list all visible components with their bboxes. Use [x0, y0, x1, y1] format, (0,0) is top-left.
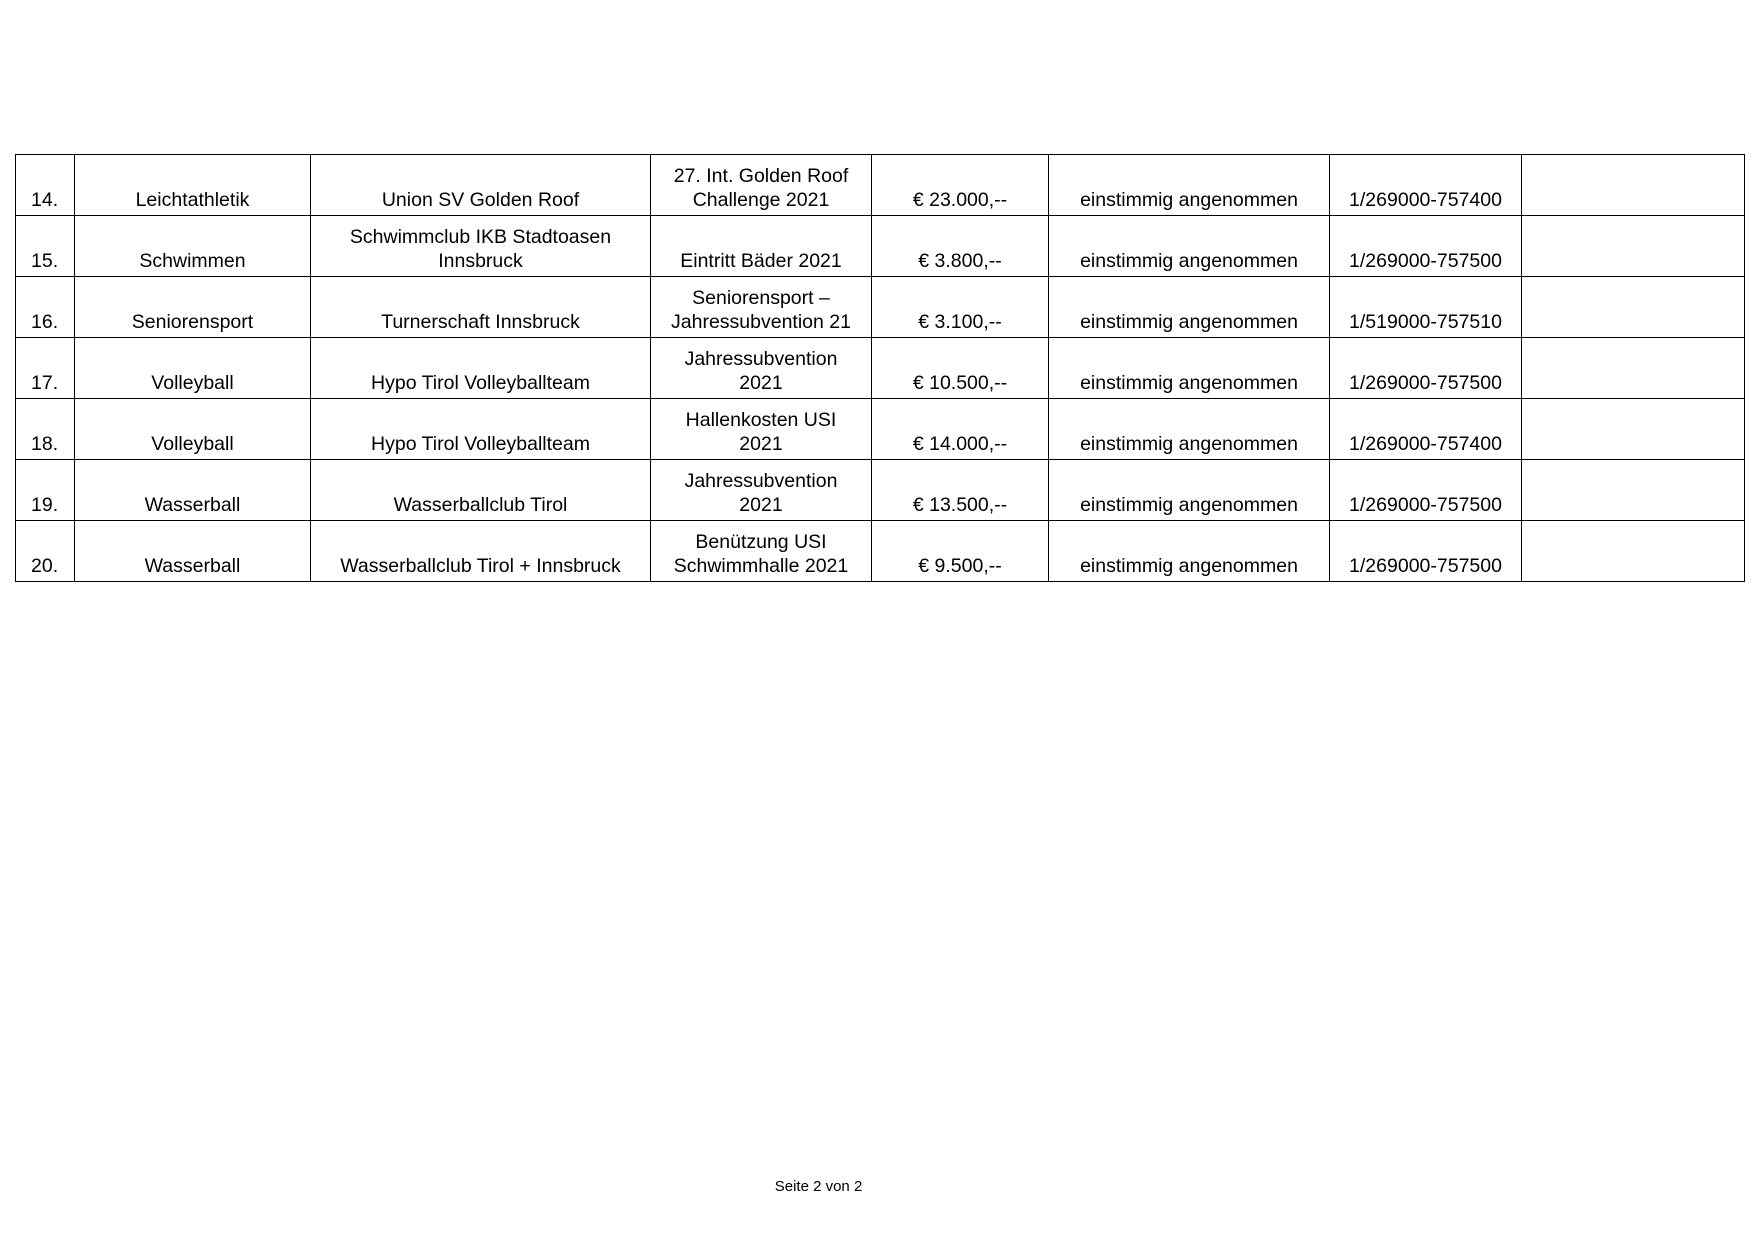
- purpose-cell-line: Eintritt Bäder 2021: [680, 250, 842, 272]
- row-number-cell: 15.: [16, 216, 75, 277]
- row-number-cell: 18.: [16, 399, 75, 460]
- table-row: [16, 277, 1745, 338]
- account-cell: 1/269000-757500: [1330, 338, 1522, 399]
- row-number-cell: 19.: [16, 460, 75, 521]
- purpose-cell: [651, 338, 872, 399]
- decision-cell: einstimmig angenommen: [1049, 399, 1330, 460]
- amount-cell: € 23.000,--: [872, 155, 1049, 216]
- sport-cell: Schwimmen: [75, 216, 311, 277]
- account-cell: 1/269000-757500: [1330, 216, 1522, 277]
- amount-cell: € 9.500,--: [872, 521, 1049, 582]
- club-cell-line: Innsbruck: [438, 250, 523, 272]
- purpose-cell: [651, 216, 872, 277]
- sport-cell: Wasserball: [75, 460, 311, 521]
- amount-cell: € 10.500,--: [872, 338, 1049, 399]
- club-cell-line: Union SV Golden Roof: [381, 189, 580, 211]
- row-number-cell: 17.: [16, 338, 75, 399]
- purpose-cell-line: Jahressubvention 21: [671, 311, 851, 333]
- club-cell: [311, 277, 651, 338]
- row-number-cell: 20.: [16, 521, 75, 582]
- amount-cell: € 14.000,--: [872, 399, 1049, 460]
- club-cell-line: Hypo Tirol Volleyballteam: [371, 433, 590, 455]
- table-body: [16, 155, 1745, 582]
- sport-cell: Leichtathletik: [75, 155, 311, 216]
- club-cell-line: Wasserballclub Tirol: [393, 494, 568, 516]
- purpose-cell-line: 2021: [739, 433, 783, 455]
- amount-cell: € 3.800,--: [872, 216, 1049, 277]
- purpose-cell-line: Schwimmhalle 2021: [673, 555, 849, 577]
- row-number-cell: 16.: [16, 277, 75, 338]
- purpose-cell-line: Jahressubvention: [684, 348, 838, 370]
- purpose-cell-line: Hallenkosten USI: [685, 409, 837, 431]
- club-cell: [311, 216, 651, 277]
- purpose-cell: [651, 277, 872, 338]
- club-cell-line: Schwimmclub IKB Stadtoasen: [349, 226, 612, 248]
- account-cell: 1/269000-757500: [1330, 460, 1522, 521]
- grants-table: [15, 154, 1745, 582]
- purpose-cell-line: Jahressubvention: [684, 470, 838, 492]
- purpose-cell-line: 2021: [739, 372, 783, 394]
- decision-cell: einstimmig angenommen: [1049, 521, 1330, 582]
- account-cell: 1/269000-757400: [1330, 155, 1522, 216]
- purpose-cell: [651, 521, 872, 582]
- club-cell: [311, 399, 651, 460]
- club-cell: [311, 155, 651, 216]
- page-footer: Seite 2 von 2: [774, 1178, 863, 1195]
- account-cell: 1/519000-757510: [1330, 277, 1522, 338]
- table-row: [16, 399, 1745, 460]
- amount-cell: € 3.100,--: [872, 277, 1049, 338]
- table-row: [16, 460, 1745, 521]
- sport-cell: Seniorensport: [75, 277, 311, 338]
- note-cell: [1522, 155, 1745, 216]
- club-cell: [311, 460, 651, 521]
- decision-cell: einstimmig angenommen: [1049, 460, 1330, 521]
- club-cell-line: Wasserballclub Tirol + Innsbruck: [340, 555, 621, 577]
- purpose-cell: [651, 460, 872, 521]
- table-row: [16, 338, 1745, 399]
- sport-cell: Wasserball: [75, 521, 311, 582]
- decision-cell: einstimmig angenommen: [1049, 338, 1330, 399]
- purpose-cell-line: 27. Int. Golden Roof: [673, 165, 849, 187]
- account-cell: 1/269000-757400: [1330, 399, 1522, 460]
- note-cell: [1522, 460, 1745, 521]
- purpose-cell-line: Challenge 2021: [692, 189, 830, 211]
- club-cell: [311, 338, 651, 399]
- purpose-cell: [651, 399, 872, 460]
- sport-cell: Volleyball: [75, 338, 311, 399]
- note-cell: [1522, 277, 1745, 338]
- purpose-cell-line: Seniorensport –: [692, 287, 830, 309]
- note-cell: [1522, 399, 1745, 460]
- purpose-cell-line: 2021: [739, 494, 783, 516]
- club-cell-line: Hypo Tirol Volleyballteam: [371, 372, 590, 394]
- purpose-cell-line: Benützung USI: [695, 531, 827, 553]
- club-cell: [311, 521, 651, 582]
- note-cell: [1522, 338, 1745, 399]
- decision-cell: einstimmig angenommen: [1049, 216, 1330, 277]
- purpose-cell: [651, 155, 872, 216]
- note-cell: [1522, 216, 1745, 277]
- table-row: [16, 155, 1745, 216]
- table-row: [16, 216, 1745, 277]
- amount-cell: € 13.500,--: [872, 460, 1049, 521]
- row-number-cell: 14.: [16, 155, 75, 216]
- club-cell-line: Turnerschaft Innsbruck: [381, 311, 580, 333]
- sport-cell: Volleyball: [75, 399, 311, 460]
- table-row: [16, 521, 1745, 582]
- note-cell: [1522, 521, 1745, 582]
- account-cell: 1/269000-757500: [1330, 521, 1522, 582]
- decision-cell: einstimmig angenommen: [1049, 277, 1330, 338]
- decision-cell: einstimmig angenommen: [1049, 155, 1330, 216]
